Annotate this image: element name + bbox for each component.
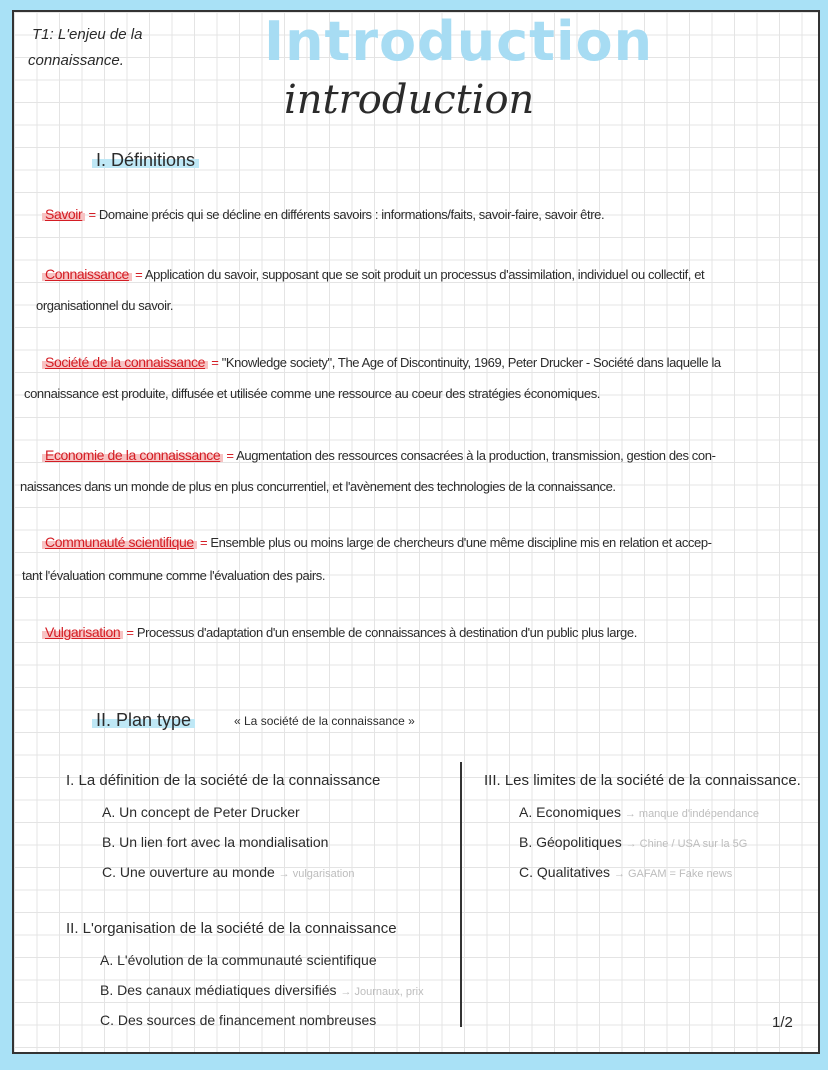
page-title: introduction [284, 77, 535, 123]
plan-part-3-item-c: C. Qualitatives → GAFAM = Fake news [519, 864, 733, 880]
definition-societe: Société de la connaissance = "Knowledge society", The Age of Discontinuity, 1969, Peter Drucker - Société dans laquelle la [42, 354, 721, 370]
section-plan-title: II. Plan type [92, 710, 195, 731]
section-definitions-title: I. Définitions [92, 150, 199, 171]
plan-part-1-title: I. La définition de la société de la connaissance [66, 772, 381, 789]
definition-economie: Economie de la connaissance = Augmentation des ressources consacrées à la production, transmission, gestion des con- [42, 447, 716, 463]
plan-subtitle: « La société de la connaissance » [234, 714, 415, 728]
topic-line-2: connaissance. [28, 52, 124, 69]
plan-part-3-item-a: A. Economiques → manque d'indépendance [519, 804, 760, 820]
plan-part-1-item-a: A. Un concept de Peter Drucker [102, 804, 300, 820]
plan-part-3-item-b: B. Géopolitiques → Chine / USA sur la 5G [519, 834, 748, 850]
plan-part-3-title: III. Les limites de la société de la connaissance. [484, 772, 801, 789]
definition-savoir: Savoir = Domaine précis qui se décline en différents savoirs : informations/faits, savoir-faire, savoir être. [42, 206, 604, 222]
topic-line-1: T1: L'enjeu de la [32, 26, 143, 43]
note-page [12, 10, 820, 1054]
title-background: Introduction [264, 10, 654, 73]
plan-part-1-item-c: C. Une ouverture au monde → vulgarisation [102, 864, 355, 880]
plan-part-2-item-c: C. Des sources de financement nombreuses [100, 1012, 377, 1028]
page-number: 1/2 [772, 1014, 793, 1031]
definition-economie-line2: naissances dans un monde de plus en plus concurrentiel, et l'avènement des technologies de la connaissance. [20, 479, 616, 494]
plan-part-2-item-a: A. L'évolution de la communauté scientifique [100, 952, 377, 968]
plan-part-1-item-b: B. Un lien fort avec la mondialisation [102, 834, 329, 850]
definition-societe-line2: connaissance est produite, diffusée et utilisée comme une ressource au coeur des stratégies économiques. [24, 386, 601, 401]
definition-communaute-line2: tant l'évaluation commune comme l'évaluation des pairs. [22, 568, 326, 583]
definition-vulgarisation: Vulgarisation = Processus d'adaptation d'un ensemble de connaissances à destination d'un public plus large. [42, 624, 637, 640]
definition-connaissance-line2: organisationnel du savoir. [36, 298, 174, 313]
definition-communaute: Communauté scientifique = Ensemble plus ou moins large de chercheurs d'une même discipline mis en relation et accep- [42, 534, 712, 550]
definition-connaissance: Connaissance = Application du savoir, supposant que se soit produit un processus d'assimilation, individuel ou collectif, et [42, 266, 704, 282]
column-divider [460, 762, 462, 1027]
plan-part-2-title: II. L'organisation de la société de la connaissance [66, 920, 397, 937]
plan-part-2-item-b: B. Des canaux médiatiques diversifiés → Journaux, prix [100, 982, 424, 998]
